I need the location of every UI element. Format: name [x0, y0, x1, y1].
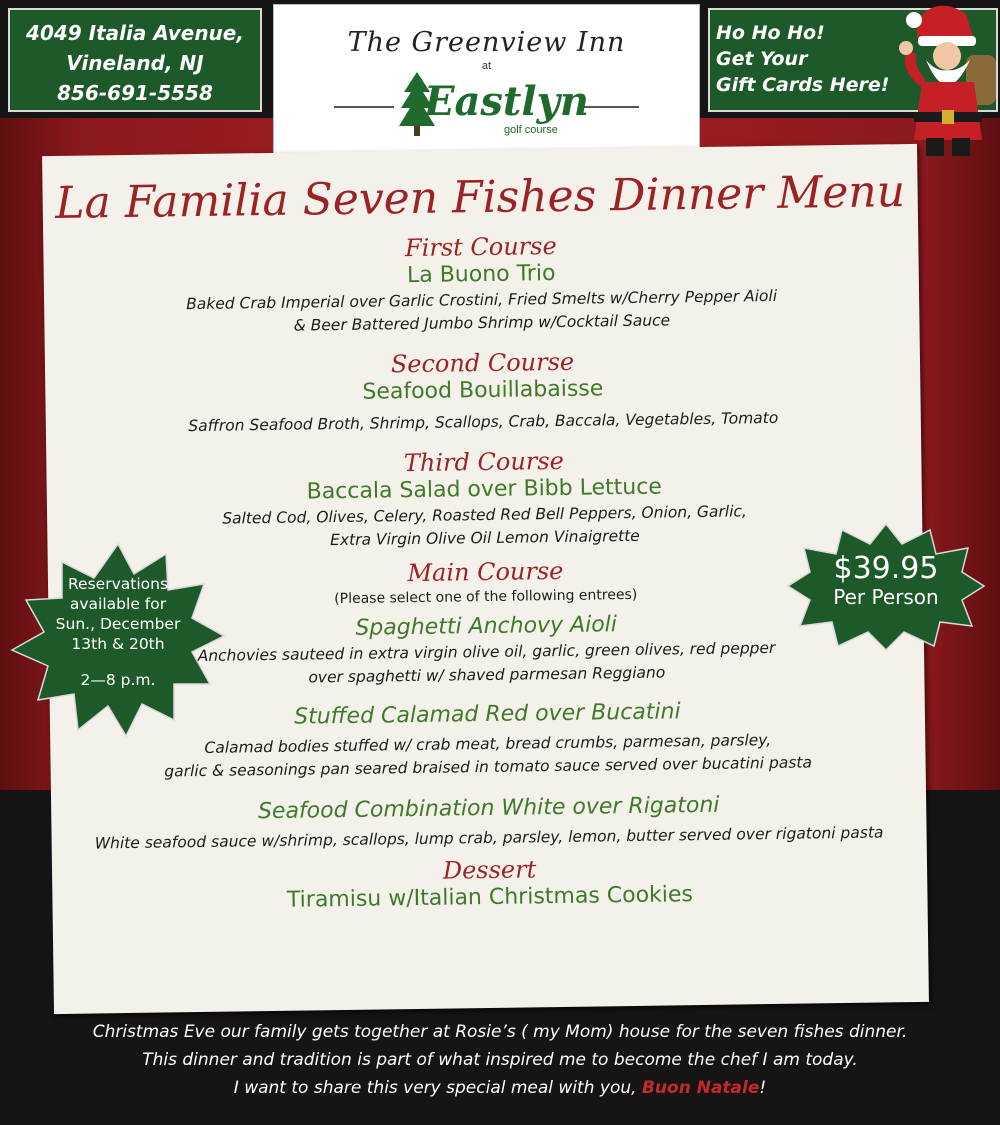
entree-calamad-desc1: Calamad bodies stuffed w/ crab meat, bread crumbs, parmesan, parsley,	[204, 731, 772, 757]
address-line2: Vineland, NJ	[66, 51, 204, 75]
third-course-desc2: Extra Virgin Olive Oil Lemon Vinaigrette	[329, 526, 640, 550]
address-line1: 4049 Italia Avenue,	[26, 21, 244, 45]
dessert-dish: Tiramisu w/Italian Christmas Cookies	[286, 882, 694, 913]
dessert-heading: Dessert	[442, 855, 537, 885]
third-course-dish: Baccala Salad over Bibb Lettuce	[306, 474, 663, 505]
price-unit: Per Person	[833, 585, 939, 609]
footer-message	[0, 1018, 1000, 1102]
first-course-desc1: Baked Crab Imperial over Garlic Crostini, Fried Smelts w/Cherry Pepper Aioli	[186, 286, 778, 314]
reservations-line2: available for	[69, 595, 167, 613]
footer-line3	[0, 1074, 1000, 1102]
entree-spaghetti-desc1: Anchovies sauteed in extra virgin olive oil, garlic, green olives, red pepper	[197, 638, 776, 666]
main-course-note: (Please select one of the following entrees)	[334, 586, 638, 608]
entree-calamad: Stuffed Calamad Red over Bucatini	[294, 699, 681, 730]
menu-title: La Familia Seven Fishes Dinner Menu	[54, 166, 906, 229]
price-amount: $39.95	[833, 551, 939, 586]
entree-seafood-combination-desc1: White seafood sauce w/shrimp, scallops, lump crab, parsley, lemon, butter served over rigatoni pasta	[94, 823, 884, 853]
reservations-text	[38, 574, 198, 690]
entree-seafood-combination: Seafood Combination White over Rigatoni	[257, 792, 720, 825]
reservations-line1: Reservations	[67, 575, 169, 593]
logo-sub: golf course	[504, 124, 558, 136]
logo-name: Eastlyn	[424, 78, 589, 125]
footer-line1: Christmas Eve our family gets together at Rosie’s ( my Mom) house for the seven fishes dinner.	[92, 1022, 908, 1042]
first-course-heading: First Course	[404, 231, 557, 263]
entree-spaghetti: Spaghetti Anchovy Aioli	[355, 612, 618, 641]
second-course-dish: Seafood Bouillabaisse	[362, 376, 604, 405]
entree-calamad-desc2: garlic & seasonings pan seared braised in tomato sauce served over bucatini pasta	[164, 753, 813, 781]
santa-claus-icon	[896, 0, 1000, 160]
logo[interactable]	[273, 4, 700, 154]
address-box	[8, 8, 262, 112]
gift-line2: Get Your	[716, 48, 808, 70]
phone-number[interactable]: 856-691-5558	[57, 81, 213, 105]
third-course-heading: Third Course	[403, 446, 564, 478]
first-course-dish: La Buono Trio	[406, 260, 556, 289]
price-text	[806, 552, 966, 608]
logo-at: at	[481, 60, 492, 72]
reservations-line4: 13th & 20th	[71, 635, 165, 653]
footer-line2: This dinner and tradition is part of what inspired me to become the chef I am today.	[142, 1050, 858, 1070]
gift-line1: Ho Ho Ho!	[716, 22, 825, 44]
entree-spaghetti-desc2: over spaghetti w/ shaved parmesan Reggiano	[308, 663, 666, 687]
reservations-hours: 2—8 p.m.	[80, 671, 156, 689]
second-course-desc1: Saffron Seafood Broth, Shrimp, Scallops, Crab, Baccala, Vegetables, Tomato	[188, 408, 779, 436]
first-course-desc2: & Beer Battered Jumbo Shrimp w/Cocktail Sauce	[293, 311, 671, 335]
logo-title: The Greenview Inn	[347, 27, 626, 58]
gift-line3: Gift Cards Here!	[716, 74, 890, 96]
footer-line3-end: !	[759, 1078, 767, 1098]
logo-rule-left	[334, 106, 394, 108]
reservations-line3: Sun., December	[55, 615, 181, 633]
footer-line3-text: I want to share this very special meal with you,	[233, 1078, 642, 1098]
second-course-heading: Second Course	[390, 347, 575, 379]
main-course-heading: Main Course	[407, 556, 564, 588]
third-course-desc1: Salted Cod, Olives, Celery, Roasted Red Bell Peppers, Onion, Garlic,	[222, 502, 748, 528]
buon-natale: Buon Natale	[641, 1078, 760, 1098]
